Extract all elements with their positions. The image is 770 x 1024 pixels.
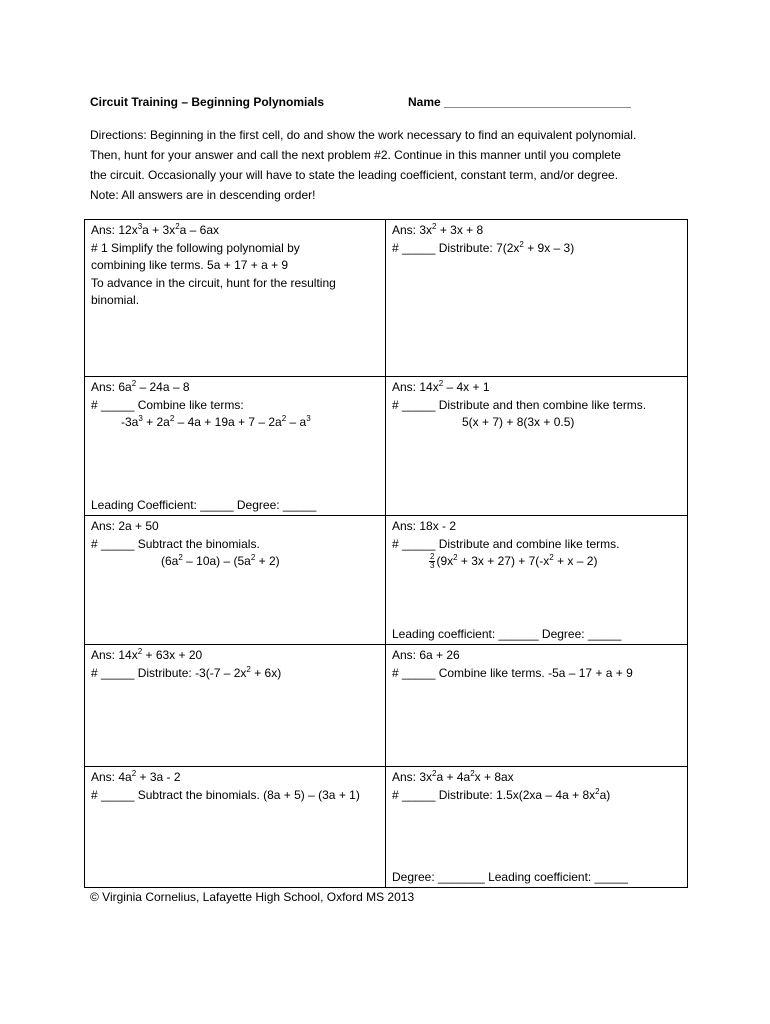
circuit-cell-4	[386, 377, 688, 516]
problem-line: # _____ Distribute: $-3(-7 - 2x^2 + 6x)$	[91, 664, 282, 680]
fraction: $\frac{2}{3}$	[430, 552, 435, 571]
answer-line: Ans: $4a^2 + 3a - 2$	[91, 769, 181, 784]
answer-line: Ans: $3x^2a + 4a^2x + 8ax$	[392, 769, 514, 784]
circuit-cell-9	[85, 767, 386, 888]
coefficient-degree-blanks: Degree: _______ Leading coefficient: _____	[392, 869, 628, 884]
circuit-cell-8	[386, 645, 688, 767]
worksheet-title: Circuit Training – Beginning Polynomials	[90, 95, 325, 109]
circuit-cell-10	[386, 767, 688, 888]
problem-expression: 5(x + 7) + 8(3x + 0.5)	[462, 415, 575, 429]
answer-line: Ans: 6a + 26	[392, 648, 460, 662]
circuit-cell-3	[85, 377, 386, 516]
circuit-cell-7	[85, 645, 386, 767]
problem-expression: $(6a^2 - 10a) - (5a^2 + 2)$	[161, 553, 280, 568]
copyright-footer: © Virginia Cornelius, Lafayette High School, Oxford MS 2013	[90, 890, 415, 904]
problem-line: combining like terms. 5a + 17 + a + 9	[91, 258, 289, 272]
coefficient-degree-blanks: Leading Coefficient: _____ Degree: _____	[91, 497, 317, 512]
circuit-cell-6	[386, 516, 688, 645]
answer-line: Ans: $14x^2 - 4x + 1$	[392, 379, 490, 394]
problem-line: # _____ Combine like terms. -5a – 17 + a + 9	[392, 665, 633, 680]
answer-line: Ans: $12x^3a + 3x^2a - 6ax$	[91, 222, 220, 237]
problem-line: # _____ Combine like terms:	[91, 397, 244, 412]
worksheet-header	[90, 95, 690, 111]
circuit-cell-5	[85, 516, 386, 645]
circuit-cell-2	[386, 220, 688, 377]
directions-line: Note: All answers are in descending order!	[90, 188, 316, 202]
problem-line: # _____ Distribute: $1.5x(2xa - 4a + 8x^2a)$	[392, 786, 611, 802]
problem-line: # _____ Subtract the binomials. (8a + 5) – (3a + 1)	[91, 787, 360, 802]
problem-line: # _____ Subtract the binomials.	[91, 536, 260, 551]
coefficient-degree-blanks: Leading coefficient: ______ Degree: _____	[392, 626, 622, 641]
directions-line: the circuit. Occasionally your will have to state the leading coefficient, constant term, and/or degree.	[90, 168, 619, 182]
problem-line: # _____ Distribute and then combine like terms.	[392, 397, 647, 412]
directions-line: Then, hunt for your answer and call the next problem #2. Continue in this manner until you complete	[90, 148, 621, 162]
problem-expression: $-3a^3 + 2a^2 - 4a + 19a + 7 - 2a^2 - a^3$	[121, 414, 311, 429]
answer-line: Ans: 2a + 50	[91, 519, 159, 533]
problem-expression: $\frac{2}{3}$ $(9x^2 + 3x + 27) + 7(-x^2 + x - 2)$	[430, 552, 598, 571]
problem-line: binomial.	[91, 293, 140, 307]
problem-line: # _____ Distribute: $7(2x^2 + 9x - 3)$	[392, 239, 575, 255]
answer-line: Ans: $14x^2 + 63x + 20$	[91, 647, 203, 662]
circuit-table	[84, 219, 688, 888]
answer-line: Ans: $6a^2 - 24a - 8$	[91, 379, 190, 394]
answer-line: Ans: $3x^2 + 3x + 8$	[392, 222, 484, 237]
name-field: Name ____________________________	[408, 95, 631, 109]
circuit-cell-1	[85, 220, 386, 377]
answer-line: Ans: 18x - 2	[392, 519, 457, 533]
problem-line: # _____ Distribute and combine like terms.	[392, 536, 620, 551]
directions-line: Directions: Beginning in the first cell, do and show the work necessary to find an equivalent polynomial.	[90, 128, 637, 142]
problem-line: To advance in the circuit, hunt for the resulting	[91, 275, 336, 290]
problem-line: # 1 Simplify the following polynomial by	[91, 240, 300, 255]
directions	[90, 125, 690, 205]
